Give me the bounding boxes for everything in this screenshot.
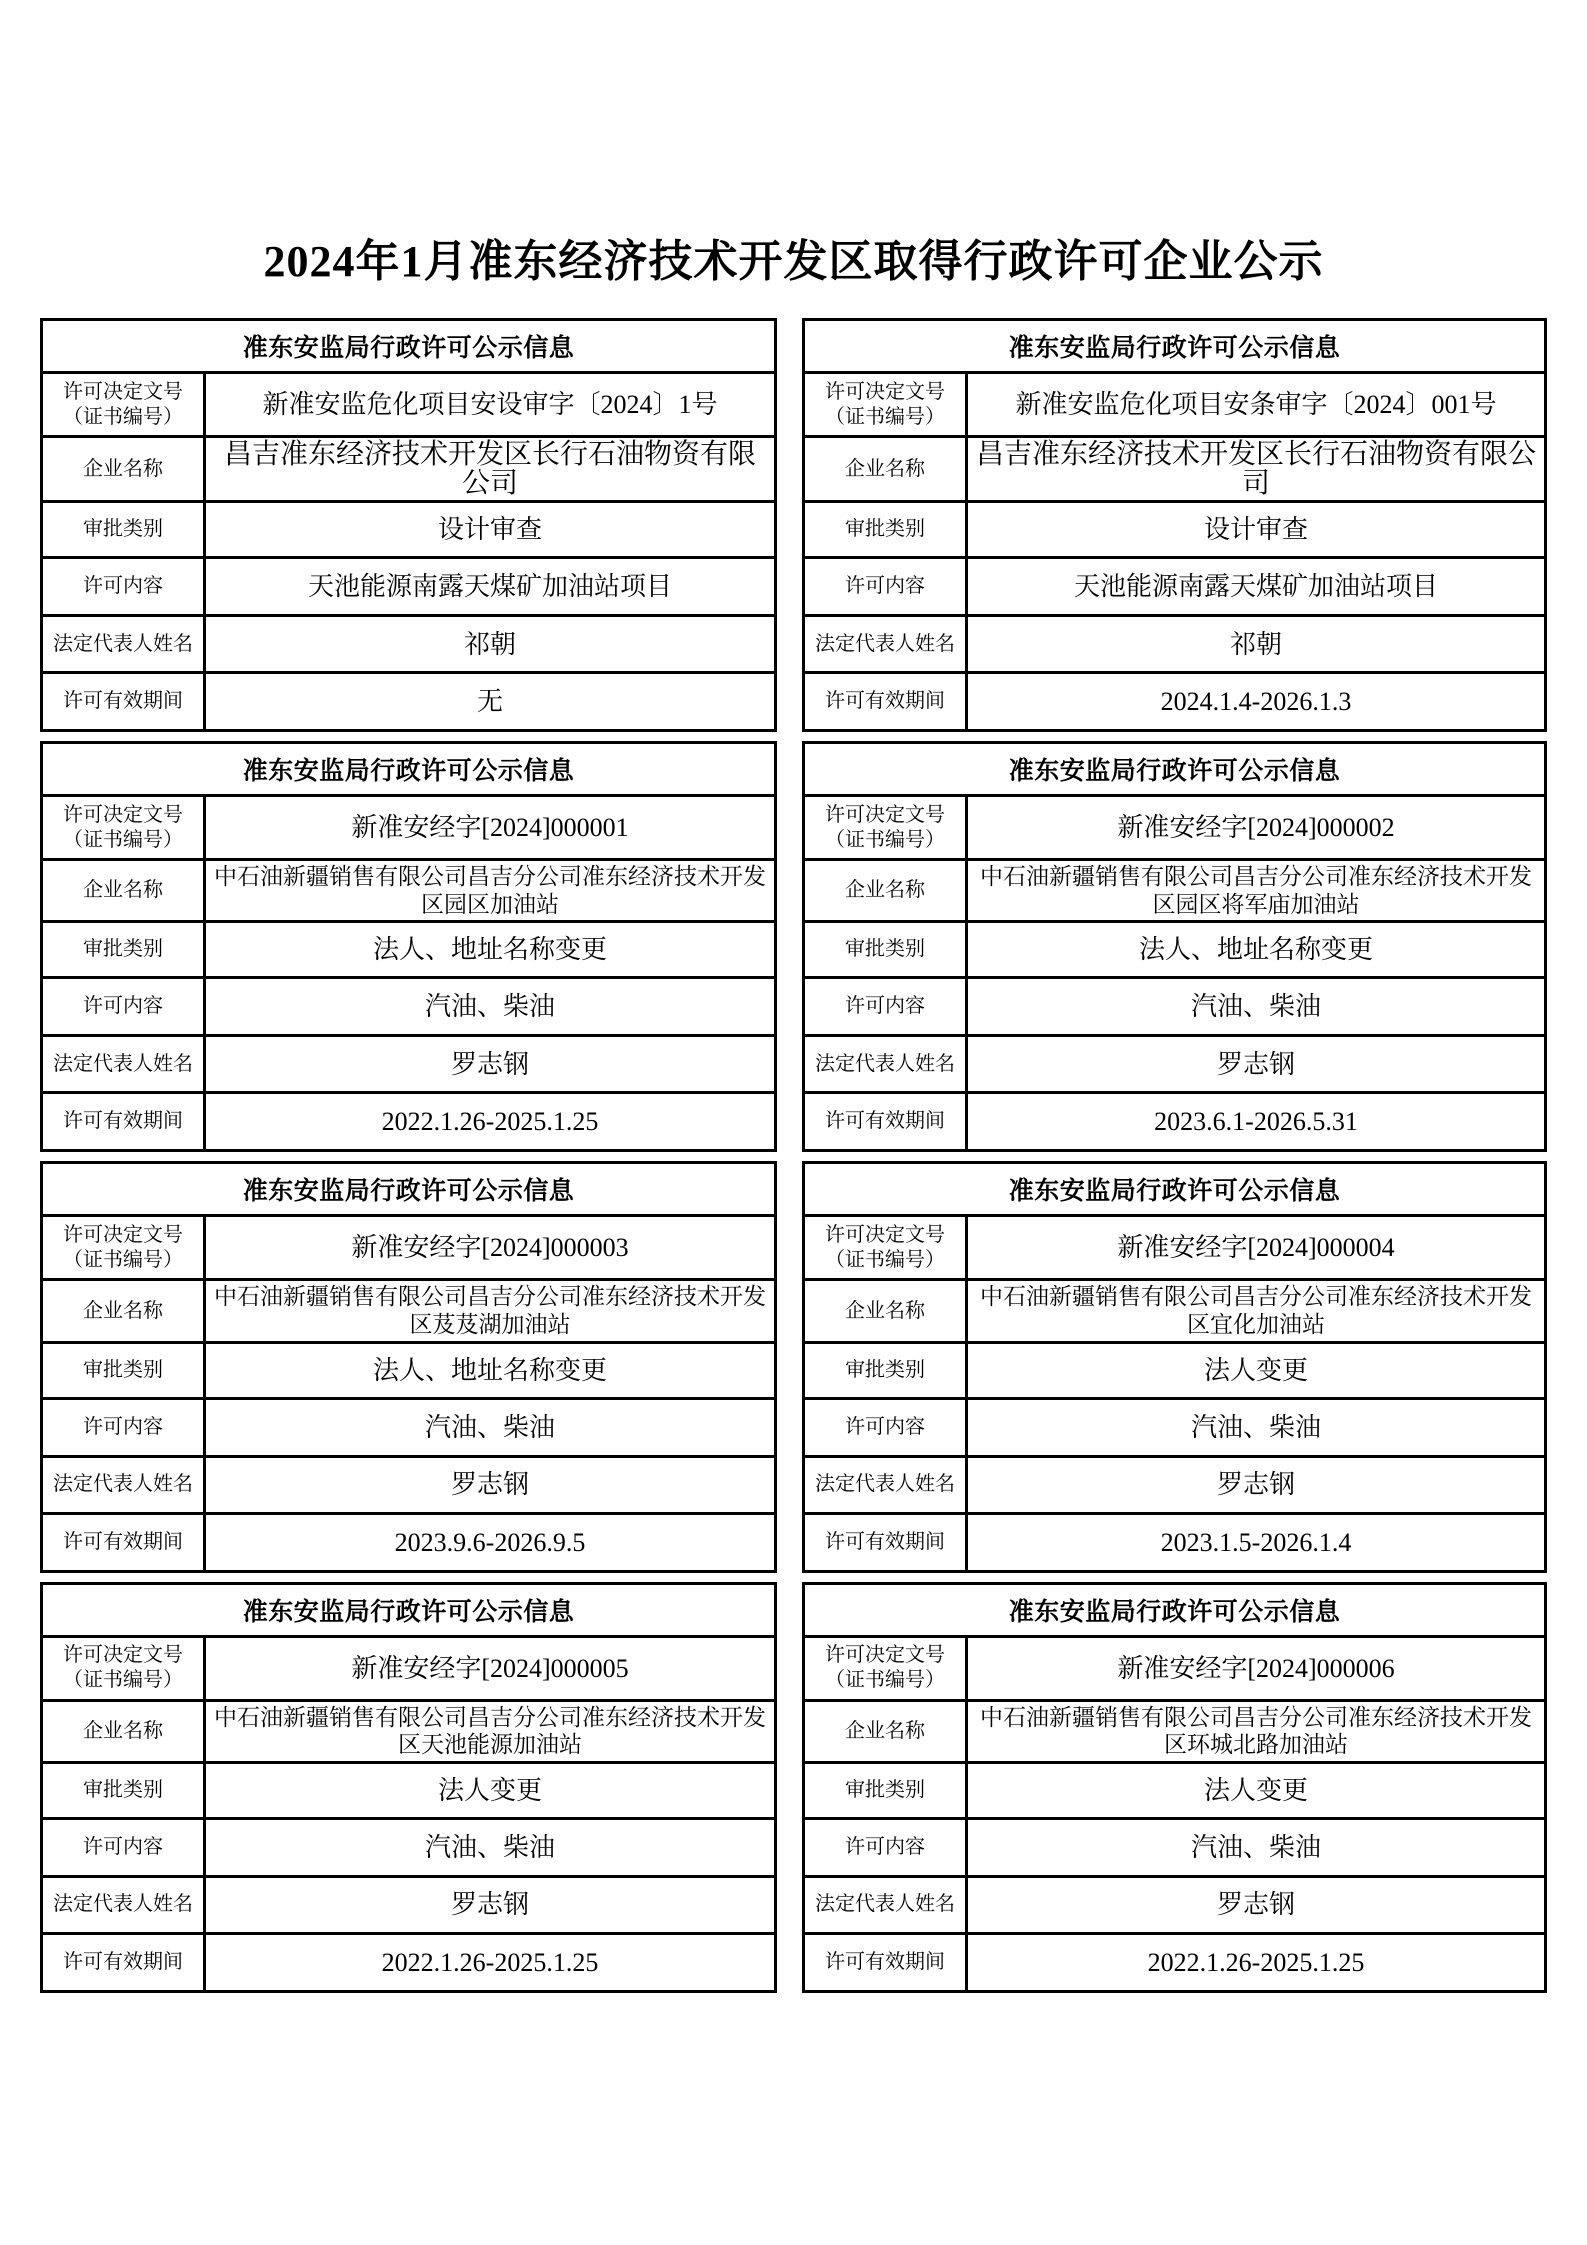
- label-valid-period: 许可有效期间: [42, 1093, 205, 1151]
- value-company: 中石油新疆销售有限公司昌吉分公司准东经济技术开发区芨芨湖加油站: [205, 1280, 776, 1342]
- value-content: 汽油、柴油: [205, 1818, 776, 1876]
- value-decision-no: 新准安经字[2024]000003: [205, 1216, 776, 1280]
- value-content: 天池能源南露天煤矿加油站项目: [967, 558, 1546, 616]
- label-legal-rep: 法定代表人姓名: [42, 1456, 205, 1513]
- value-legal-rep: 罗志钢: [205, 1876, 776, 1933]
- label-company: 企业名称: [804, 860, 967, 922]
- value-content: 汽油、柴油: [967, 1398, 1546, 1456]
- value-valid-period: 2022.1.26-2025.1.25: [967, 1933, 1546, 1991]
- label-company: 企业名称: [804, 1700, 967, 1762]
- value-company: 中石油新疆销售有限公司昌吉分公司准东经济技术开发区园区加油站: [205, 860, 776, 922]
- label-decision-no: [42, 373, 205, 437]
- value-category: 法人、地址名称变更: [205, 1342, 776, 1398]
- label-decision-no-line1: 许可决定文号: [63, 803, 183, 826]
- value-legal-rep: 罗志钢: [967, 1876, 1546, 1933]
- value-decision-no: 新准安监危化项目安设审字〔2024〕1号: [205, 373, 776, 437]
- label-company: 企业名称: [42, 860, 205, 922]
- label-company: 企业名称: [42, 1700, 205, 1762]
- value-content: 汽油、柴油: [967, 978, 1546, 1036]
- label-decision-no-line2: （证书编号）: [825, 1248, 945, 1271]
- label-company: 企业名称: [804, 1280, 967, 1342]
- value-valid-period: 2022.1.26-2025.1.25: [205, 1093, 776, 1151]
- permit-table: [802, 318, 1547, 732]
- label-decision-no-line1: 许可决定文号: [825, 380, 945, 403]
- label-company: 企业名称: [804, 437, 967, 502]
- label-decision-no-line1: 许可决定文号: [825, 1644, 945, 1667]
- label-valid-period: 许可有效期间: [804, 1513, 967, 1571]
- section-header: 准东安监局行政许可公示信息: [42, 320, 776, 373]
- label-category: 审批类别: [804, 922, 967, 978]
- value-category: 法人、地址名称变更: [205, 922, 776, 978]
- value-content: 天池能源南露天煤矿加油站项目: [205, 558, 776, 616]
- label-company: 企业名称: [42, 1280, 205, 1342]
- label-decision-no: [804, 796, 967, 860]
- value-legal-rep: 罗志钢: [205, 1456, 776, 1513]
- value-company: 中石油新疆销售有限公司昌吉分公司准东经济技术开发区园区将军庙加油站: [967, 860, 1546, 922]
- label-decision-no-line2: （证书编号）: [825, 1669, 945, 1692]
- label-decision-no-line2: （证书编号）: [63, 405, 183, 428]
- value-decision-no: 新准安经字[2024]000004: [967, 1216, 1546, 1280]
- permit-table: [802, 1582, 1547, 1993]
- label-content: 许可内容: [804, 978, 967, 1036]
- value-content: 汽油、柴油: [205, 978, 776, 1036]
- label-content: 许可内容: [804, 558, 967, 616]
- page-title: 2024年1月准东经济技术开发区取得行政许可企业公示: [263, 237, 1324, 286]
- value-company: 昌吉准东经济技术开发区长行石油物资有限公司: [205, 437, 776, 502]
- label-valid-period: 许可有效期间: [804, 1933, 967, 1991]
- value-company: 中石油新疆销售有限公司昌吉分公司准东经济技术开发区宜化加油站: [967, 1280, 1546, 1342]
- permit-table: [40, 318, 777, 732]
- value-legal-rep: 罗志钢: [967, 1456, 1546, 1513]
- label-category: 审批类别: [804, 1342, 967, 1398]
- label-decision-no: [804, 1636, 967, 1700]
- permit-grid: [40, 318, 1547, 1993]
- label-category: 审批类别: [42, 1342, 205, 1398]
- value-valid-period: 2024.1.4-2026.1.3: [967, 673, 1546, 731]
- permit-table: [802, 1161, 1547, 1572]
- label-decision-no-line1: 许可决定文号: [825, 803, 945, 826]
- label-content: 许可内容: [804, 1818, 967, 1876]
- value-legal-rep: 祁朝: [967, 616, 1546, 673]
- label-decision-no-line1: 许可决定文号: [63, 380, 183, 403]
- label-decision-no-line2: （证书编号）: [825, 828, 945, 851]
- label-content: 许可内容: [42, 1818, 205, 1876]
- label-valid-period: 许可有效期间: [42, 673, 205, 731]
- value-category: 法人变更: [967, 1762, 1546, 1818]
- value-decision-no: 新准安监危化项目安条审字〔2024〕001号: [967, 373, 1546, 437]
- value-category: 设计审查: [967, 502, 1546, 558]
- value-decision-no: 新准安经字[2024]000005: [205, 1636, 776, 1700]
- label-decision-no: [42, 1636, 205, 1700]
- label-valid-period: 许可有效期间: [42, 1933, 205, 1991]
- section-header: 准东安监局行政许可公示信息: [42, 743, 776, 796]
- label-category: 审批类别: [804, 1762, 967, 1818]
- value-category: 法人、地址名称变更: [967, 922, 1546, 978]
- label-content: 许可内容: [804, 1398, 967, 1456]
- section-header: 准东安监局行政许可公示信息: [804, 1583, 1546, 1636]
- value-valid-period: 2023.1.5-2026.1.4: [967, 1513, 1546, 1571]
- label-legal-rep: 法定代表人姓名: [42, 616, 205, 673]
- section-header: 准东安监局行政许可公示信息: [804, 320, 1546, 373]
- label-category: 审批类别: [42, 502, 205, 558]
- permit-table: [40, 1161, 777, 1572]
- value-valid-period: 2022.1.26-2025.1.25: [205, 1933, 776, 1991]
- permit-table: [40, 1582, 777, 1993]
- permit-table: [40, 741, 777, 1152]
- label-legal-rep: 法定代表人姓名: [804, 1036, 967, 1093]
- section-header: 准东安监局行政许可公示信息: [42, 1163, 776, 1216]
- label-valid-period: 许可有效期间: [804, 1093, 967, 1151]
- label-decision-no: [804, 1216, 967, 1280]
- label-decision-no: [42, 796, 205, 860]
- section-header: 准东安监局行政许可公示信息: [42, 1583, 776, 1636]
- label-valid-period: 许可有效期间: [804, 673, 967, 731]
- label-category: 审批类别: [804, 502, 967, 558]
- label-decision-no-line2: （证书编号）: [63, 1248, 183, 1271]
- label-legal-rep: 法定代表人姓名: [42, 1876, 205, 1933]
- value-legal-rep: 祁朝: [205, 616, 776, 673]
- label-decision-no-line1: 许可决定文号: [63, 1223, 183, 1246]
- value-valid-period: 2023.6.1-2026.5.31: [967, 1093, 1546, 1151]
- value-decision-no: 新准安经字[2024]000002: [967, 796, 1546, 860]
- label-decision-no-line1: 许可决定文号: [63, 1644, 183, 1667]
- label-decision-no-line2: （证书编号）: [63, 828, 183, 851]
- label-content: 许可内容: [42, 1398, 205, 1456]
- label-content: 许可内容: [42, 978, 205, 1036]
- label-decision-no: [804, 373, 967, 437]
- label-category: 审批类别: [42, 922, 205, 978]
- section-header: 准东安监局行政许可公示信息: [804, 1163, 1546, 1216]
- value-legal-rep: 罗志钢: [967, 1036, 1546, 1093]
- value-valid-period: 2023.9.6-2026.9.5: [205, 1513, 776, 1571]
- value-decision-no: 新准安经字[2024]000006: [967, 1636, 1546, 1700]
- value-decision-no: 新准安经字[2024]000001: [205, 796, 776, 860]
- value-content: 汽油、柴油: [205, 1398, 776, 1456]
- value-valid-period: 无: [205, 673, 776, 731]
- value-content: 汽油、柴油: [967, 1818, 1546, 1876]
- value-category: 法人变更: [967, 1342, 1546, 1398]
- label-content: 许可内容: [42, 558, 205, 616]
- value-category: 法人变更: [205, 1762, 776, 1818]
- label-legal-rep: 法定代表人姓名: [804, 1876, 967, 1933]
- label-legal-rep: 法定代表人姓名: [804, 1456, 967, 1513]
- value-legal-rep: 罗志钢: [205, 1036, 776, 1093]
- label-decision-no: [42, 1216, 205, 1280]
- label-decision-no-line2: （证书编号）: [825, 405, 945, 428]
- label-decision-no-line2: （证书编号）: [63, 1669, 183, 1692]
- label-legal-rep: 法定代表人姓名: [42, 1036, 205, 1093]
- label-decision-no-line1: 许可决定文号: [825, 1223, 945, 1246]
- value-company: 中石油新疆销售有限公司昌吉分公司准东经济技术开发区天池能源加油站: [205, 1700, 776, 1762]
- permit-table: [802, 741, 1547, 1152]
- value-category: 设计审查: [205, 502, 776, 558]
- label-valid-period: 许可有效期间: [42, 1513, 205, 1571]
- label-company: 企业名称: [42, 437, 205, 502]
- label-category: 审批类别: [42, 1762, 205, 1818]
- value-company: 昌吉准东经济技术开发区长行石油物资有限公司: [967, 437, 1546, 502]
- label-legal-rep: 法定代表人姓名: [804, 616, 967, 673]
- value-company: 中石油新疆销售有限公司昌吉分公司准东经济技术开发区环城北路加油站: [967, 1700, 1546, 1762]
- section-header: 准东安监局行政许可公示信息: [804, 743, 1546, 796]
